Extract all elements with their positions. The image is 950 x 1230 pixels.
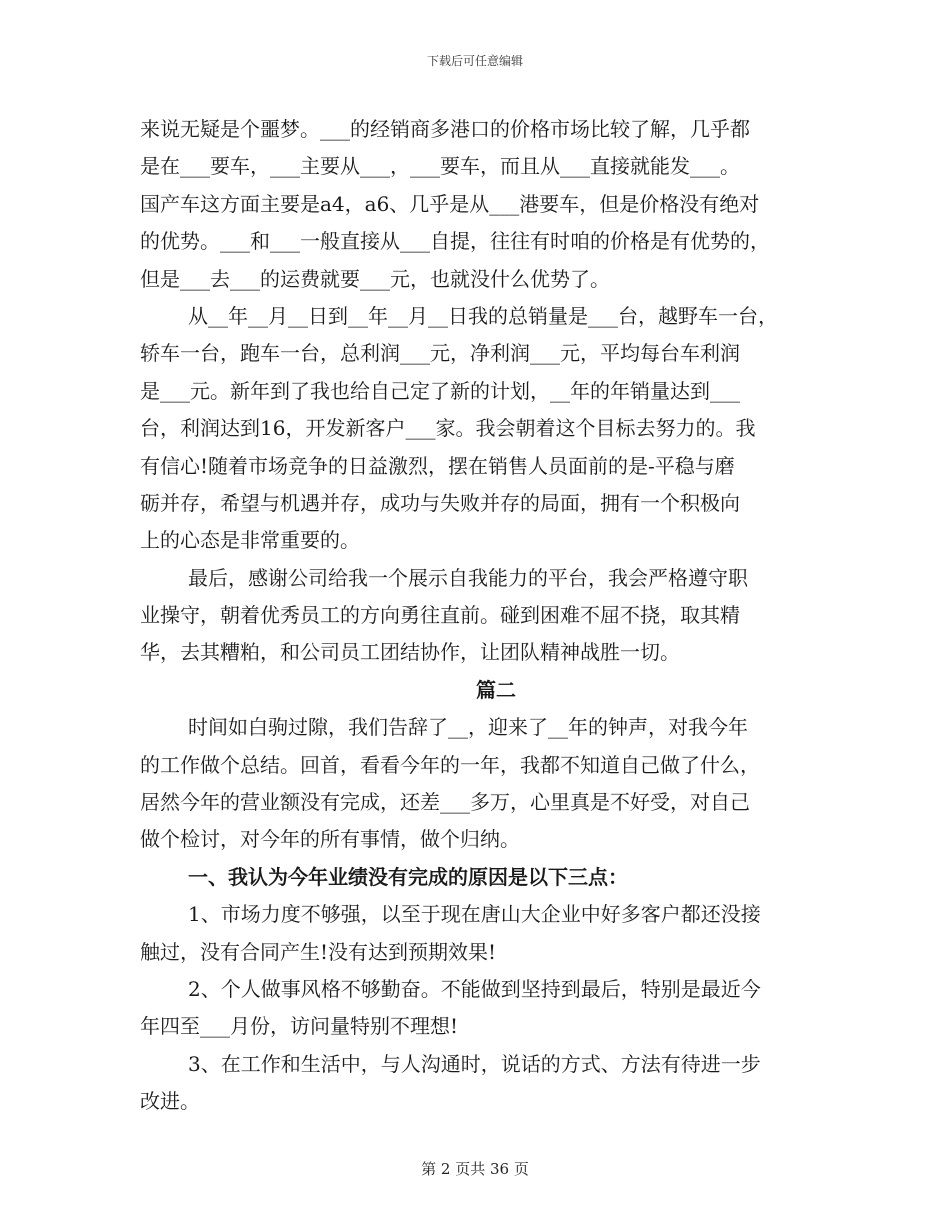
text-line: 年四至___月份，访问量特别不理想!: [140, 1014, 459, 1039]
text-line: 做个检讨，对今年的所有事情，做个归纳。: [140, 827, 520, 852]
list-item-line: 3、在工作和生活中，与人沟通时，说话的方式、方法有待进一步: [188, 1051, 761, 1076]
text-line: 来说无疑是个噩梦。___的经销商多港口的价格市场比较了解，几乎都: [140, 117, 750, 141]
document-body: [140, 111, 820, 1121]
text-line: 居然今年的营业额没有完成，还差___多万，心里真是不好受，对自己: [140, 790, 750, 815]
paragraph-start-line: 最后，感谢公司给我一个展示自我能力的平台，我会严格遵守职: [188, 565, 748, 590]
text-line: 的工作做个总结。回首，看看今年的一年，我都不知道自己做了什么，: [140, 752, 760, 777]
text-line: 但是___去___的运费就要___元，也就没什么优势了。: [140, 266, 610, 291]
list-item-line: 2、个人做事风格不够勤奋。不能做到坚持到最后，特别是最近今: [188, 976, 761, 1001]
text-line: 华，去其糟粕，和公司员工团结协作，让团队精神战胜一切。: [140, 640, 680, 665]
text-line: 触过，没有合同产生!没有达到预期效果!: [140, 939, 497, 964]
text-line: 的优势。___和___一般直接从___自提，往往有时咱的价格是有优势的，: [140, 229, 770, 254]
text-line: 台，利润达到16，开发新客户___家。我会朝着这个目标去努力的。我: [140, 416, 756, 441]
text-line: 上的心态是非常重要的。: [140, 528, 360, 553]
text-line: 改进。: [140, 1089, 200, 1114]
subheading: 一、我认为今年业绩没有完成的原因是以下三点：: [188, 864, 628, 889]
text-line: 是在___要车，___主要从___，___要车，而且从___直接就能发___。: [140, 154, 740, 179]
page-header: 下载后可任意编辑: [426, 54, 523, 68]
text-line: 有信心!随着市场竞争的日益激烈，摆在销售人员面前的是-平稳与磨: [140, 453, 735, 478]
text-line: 轿车一台，跑车一台，总利润___元，净利润___元，平均每台车利润: [140, 341, 740, 366]
paragraph-start-line: 从__年__月__日到__年__月__日我的总销量是___台，越野车一台，: [188, 303, 778, 328]
page-footer: 第 2 页共 36 页: [421, 1160, 529, 1178]
paragraph-start-line: 时间如白驹过隙，我们告辞了__，迎来了__年的钟声，对我今年: [188, 715, 748, 740]
text-line: 国产车这方面主要是a4，a6、几乎是从___港要车，但是价格没有绝对: [140, 191, 760, 216]
text-line: 砺并存，希望与机遇并存，成功与失败并存的局面，拥有一个积极向: [140, 490, 740, 515]
section-title: 篇二: [476, 677, 516, 702]
list-item-line: 1、市场力度不够强，以至于现在唐山大企业中好多客户都还没接: [188, 902, 761, 927]
text-line: 业操守，朝着优秀员工的方向勇往直前。碰到困难不屈不挠，取其精: [140, 603, 740, 628]
text-line: 是___元。新年到了我也给自己定了新的计划，__年的年销量达到___: [140, 378, 740, 403]
